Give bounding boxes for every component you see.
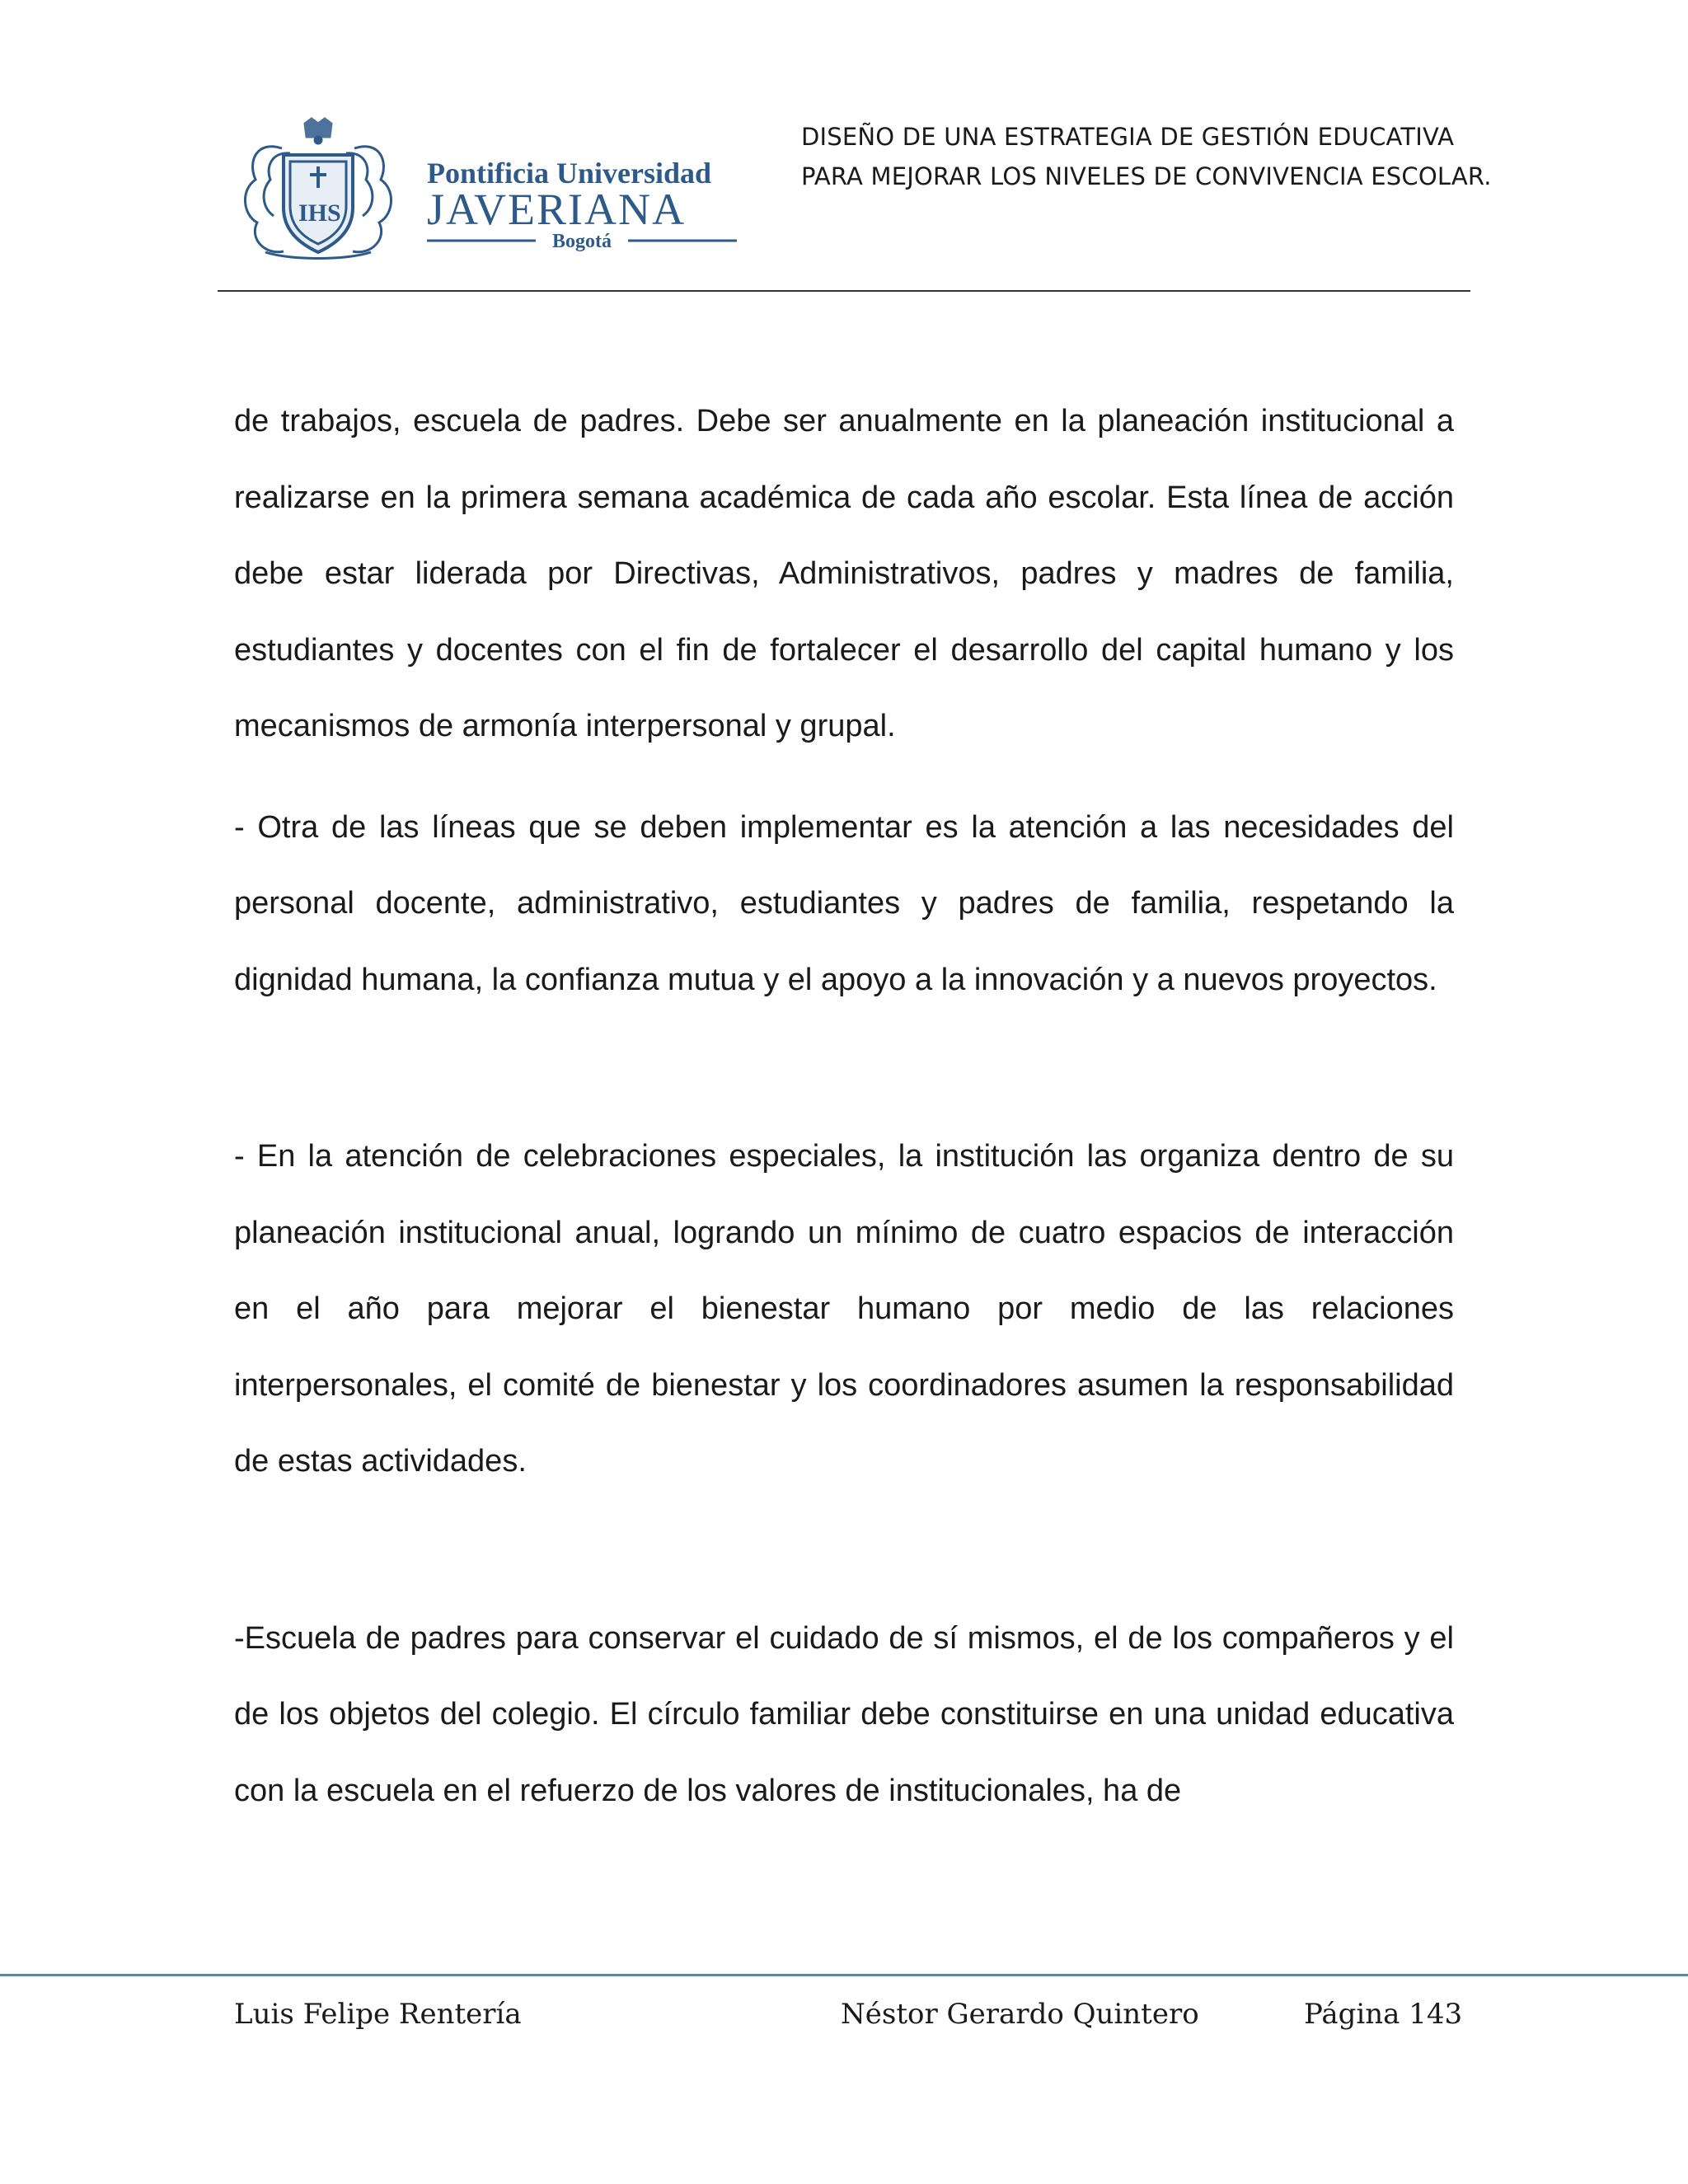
page-body (234, 383, 1454, 1829)
logo-line3: Bogotá (552, 231, 612, 252)
document-title (801, 117, 1543, 196)
paragraph-gap (234, 765, 1454, 790)
crest-monogram: IHS (298, 199, 341, 227)
paragraph: de trabajos, escuela de padres. Debe ser anualmente en la planeación institucional a realizarse en la primera semana académica de cada año escolar. Esta línea de acción debe estar liderada por Directivas, Administrativos, padres y madres de familia, estudiantes y docentes con el fin de fortalecer el desarrollo del capital humano y los mecanismos de armonía interpersonal y grupal. (234, 404, 1454, 743)
footer-divider (0, 1974, 1688, 1976)
paragraph: -Escuela de padres para conservar el cuidado de sí mismos, el de los compañeros y el de los objetos del colegio. El círculo familiar debe constituirse en una unidad educativa con la escuela en el refuerzo de los valores de institucionales, ha de (234, 1620, 1454, 1808)
page-number: Página 143 (1304, 1998, 1463, 2031)
logo-line2: JAVERIANA (427, 185, 687, 234)
header-divider (218, 290, 1470, 292)
document-title-line1: DISEÑO DE UNA ESTRATEGIA DE GESTIÓN EDUCATIVA (801, 123, 1455, 151)
javeriana-crest-icon (245, 119, 391, 259)
university-logo (232, 115, 743, 264)
footer-author-1: Luis Felipe Rentería (234, 1998, 522, 2031)
paragraph-gap (234, 1018, 1454, 1118)
logo-line1: Pontificia Universidad (427, 157, 712, 190)
paragraph: - En la atención de celebraciones especiales, la institución las organiza dentro de su planeación institucional anual, logrando un mínimo de cuatro espacios de interacción en el año para mejorar el bienestar humano por medio de las relaciones interpersonales, el comité de bienestar y los coordinadores asumen la responsabilidad de estas actividades. (234, 1139, 1454, 1479)
paragraph: - Otra de las líneas que se deben implementar es la atención a las necesidades del personal docente, administrativo, estudiantes y padres de familia, respetando la dignidad humana, la confianza mutua y el apoyo a la innovación y a nuevos proyectos. (234, 809, 1454, 997)
document-title-line2: PARA MEJORAR LOS NIVELES DE CONVIVENCIA ESCOLAR. (801, 162, 1492, 190)
footer-author-2: Néstor Gerardo Quintero (841, 1998, 1199, 2031)
paragraph-gap (234, 1500, 1454, 1601)
